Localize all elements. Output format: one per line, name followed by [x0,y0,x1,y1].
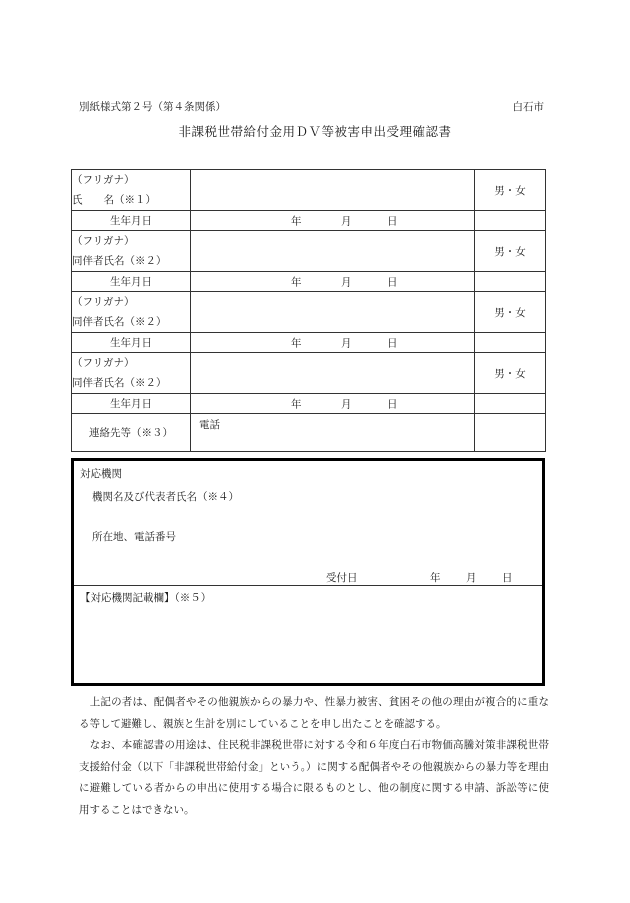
companion-gender-select[interactable]: 男・女 [475,292,546,333]
applicant-table [71,169,546,452]
applicant-furigana-label: （フリガナ） [72,170,191,190]
agency-notes-label: 【対応機関記載欄】（※５） [80,592,212,604]
year-label: 年 [291,215,302,227]
companion-birth-field[interactable] [191,394,475,414]
city-name: 白石市 [512,101,544,113]
received-month-label: 月 [466,572,477,584]
applicant-gender-select[interactable]: 男・女 [475,170,546,211]
companion-birth-label: 生年月日 [72,272,191,292]
applicant-birth-label: 生年月日 [72,211,191,231]
day-label: 日 [387,215,398,227]
companion-birth-field[interactable] [191,333,475,353]
agency-name-label: 機関名及び代表者氏名（※４） [92,491,239,503]
document-title: 非課税世帯給付金用ＤＶ等被害申出受理確認書 [178,124,452,139]
companion-name-label: 同伴者氏名（※２） [72,373,191,394]
agency-box [71,458,545,686]
year-label: 年 [291,276,302,288]
day-label: 日 [387,276,398,288]
companion-furigana-label: （フリガナ） [72,292,191,312]
empty-cell [475,414,546,452]
companion-name-field[interactable] [191,231,475,272]
companion-name-label: 同伴者氏名（※２） [72,251,191,272]
companion-gender-select[interactable]: 男・女 [475,353,546,394]
day-label: 日 [387,337,398,349]
phone-label: 電話 [199,419,220,431]
empty-cell [475,333,546,353]
agency-address-label: 所在地、電話番号 [92,531,176,543]
companion-birth-label: 生年月日 [72,333,191,353]
applicant-name-field[interactable] [191,170,475,211]
companion-furigana-label: （フリガナ） [72,353,191,373]
contact-label: 連絡先等（※３） [72,414,191,452]
year-label: 年 [291,337,302,349]
companion-name-field[interactable] [191,353,475,394]
month-label: 月 [341,215,352,227]
companion-gender-select[interactable]: 男・女 [475,231,546,272]
applicant-birth-field[interactable] [191,211,475,231]
received-date-label: 受付日 [326,572,358,584]
year-label: 年 [291,398,302,410]
empty-cell [475,394,546,414]
received-year-label: 年 [430,572,441,584]
month-label: 月 [341,398,352,410]
applicant-name-label: 氏 名（※１） [72,190,191,211]
confirmation-paragraph: 上記の者は、配偶者やその他親族からの暴力や、性暴力被害、貧困その他の理由が複合的に重なる等して避難し、親族と生計を別にしていることを申し出たことを確認する。 [79,696,549,730]
empty-cell [475,211,546,231]
agency-divider [74,585,542,586]
companion-birth-field[interactable] [191,272,475,292]
companion-name-field[interactable] [191,292,475,333]
contact-phone-field[interactable] [191,414,475,452]
empty-cell [475,272,546,292]
usage-restriction-paragraph: なお、本確認書の用途は、住民税非課税世帯に対する令和６年度白石市物価高騰対策非課税世帯支援給付金（以下「非課税世帯給付金」という。）に関する配偶者やその他親族からの暴力等を理由に避難している者からの申出に使用する場合に限るものとし、他の制度に関する申請、訴訟等に使用することはできない。 [79,739,549,816]
companion-birth-label: 生年月日 [72,394,191,414]
month-label: 月 [341,276,352,288]
companion-furigana-label: （フリガナ） [72,231,191,251]
day-label: 日 [387,398,398,410]
agency-section-title: 対応機関 [80,468,122,480]
month-label: 月 [341,337,352,349]
companion-name-label: 同伴者氏名（※２） [72,312,191,333]
form-number: 別紙様式第２号（第４条関係） [79,101,226,113]
received-day-label: 日 [502,572,513,584]
